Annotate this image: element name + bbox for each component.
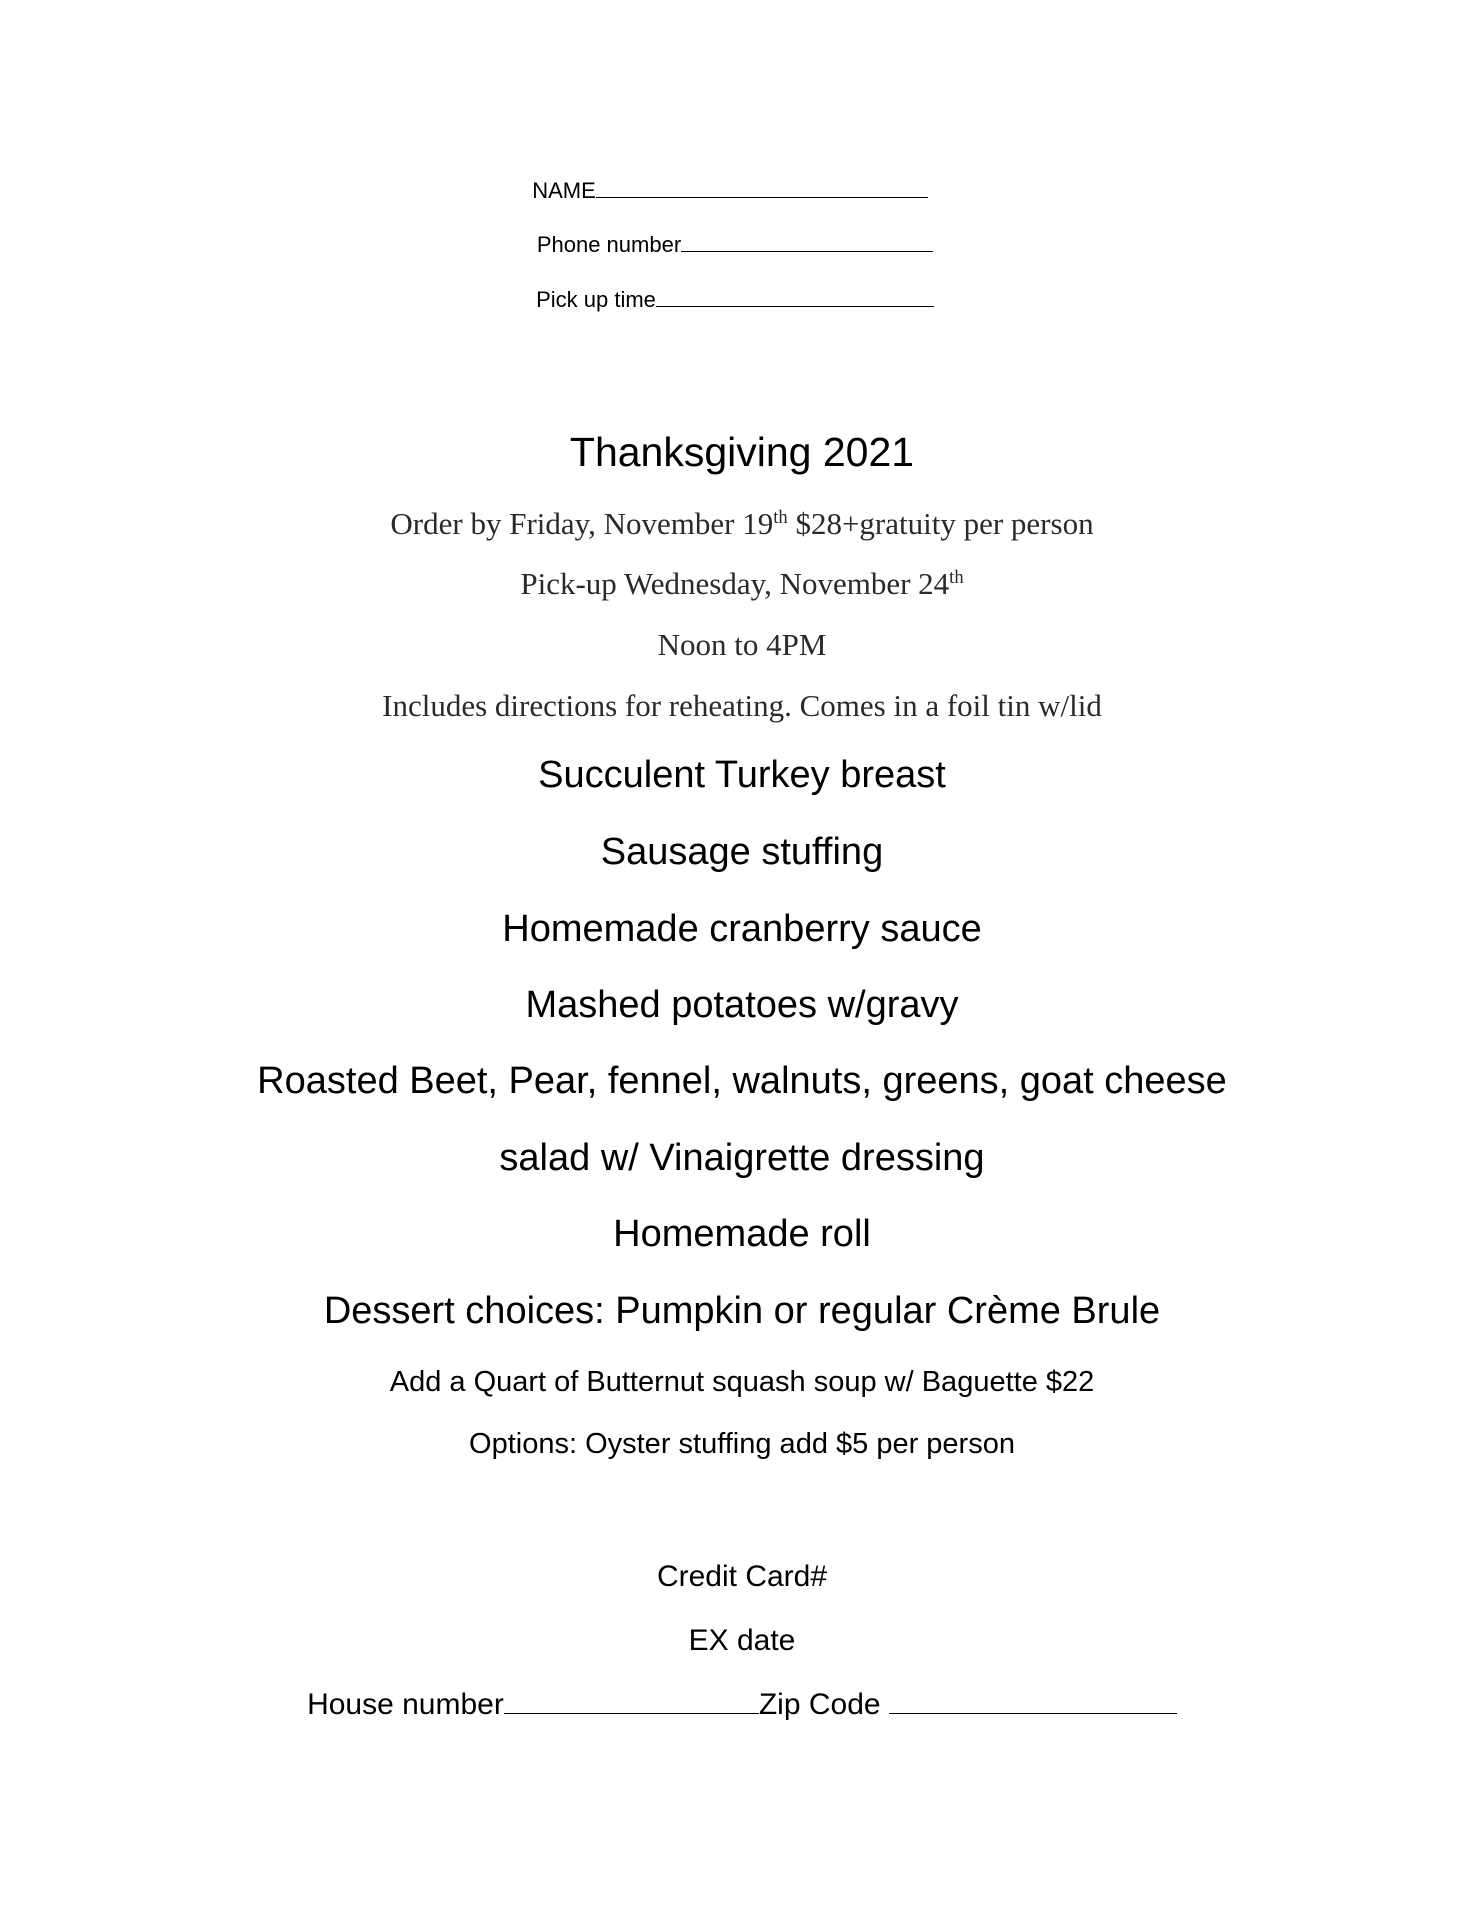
menu-item: Succulent Turkey breast <box>538 754 946 796</box>
house-number-label: House number <box>307 1688 504 1721</box>
phone-blank-line[interactable] <box>681 250 933 252</box>
includes-note: Includes directions for reheating. Comes in a foil tin w/lid <box>382 688 1102 723</box>
page-title: Thanksgiving 2021 <box>569 429 915 475</box>
menu-item: Homemade roll <box>613 1213 871 1255</box>
menu-item: Sausage stuffing <box>600 831 884 873</box>
house-number-blank-line[interactable] <box>504 1712 759 1714</box>
ex-date-label: EX date <box>688 1624 796 1657</box>
name-blank-line[interactable] <box>596 196 928 198</box>
menu-item: Dessert choices: Pumpkin or regular Crème Brule <box>323 1290 1161 1332</box>
phone-field-row <box>0 234 1484 256</box>
phone-label: Phone number <box>536 232 682 257</box>
order-deadline-line <box>0 508 1484 539</box>
stuffing-options: Options: Oyster stuffing add $5 per person <box>469 1428 1015 1460</box>
pickup-time-label: Pick up time <box>536 287 656 312</box>
pickup-date-text: Pick-up Wednesday, November 24 <box>520 566 950 601</box>
price-per-person-text: $28+gratuity per person <box>787 506 1094 541</box>
menu-item: Homemade cranberry sauce <box>502 908 982 950</box>
soup-addon: Add a Quart of Butternut squash soup w/ Baguette $22 <box>389 1366 1095 1398</box>
menu-item: Mashed potatoes w/gravy <box>525 984 959 1026</box>
pickup-hours: Noon to 4PM <box>657 627 827 662</box>
name-label: NAME <box>532 178 596 203</box>
pickup-date-line <box>0 568 1484 599</box>
menu-item: Roasted Beet, Pear, fennel, walnuts, greens, goat cheese <box>257 1060 1227 1102</box>
order-deadline-ordinal: th <box>773 506 788 528</box>
credit-card-label: Credit Card# <box>656 1560 828 1593</box>
menu-item: salad w/ Vinaigrette dressing <box>499 1137 985 1179</box>
name-field-row <box>0 180 1484 202</box>
zip-code-label: Zip Code <box>758 1688 881 1721</box>
house-zip-row <box>0 1690 1484 1720</box>
pickup-time-blank-line[interactable] <box>656 305 934 307</box>
order-deadline-text: Order by Friday, November 19 <box>390 506 774 541</box>
pickup-time-field-row <box>0 289 1484 311</box>
zip-code-blank-line[interactable] <box>889 1712 1177 1714</box>
pickup-date-ordinal: th <box>949 566 964 588</box>
